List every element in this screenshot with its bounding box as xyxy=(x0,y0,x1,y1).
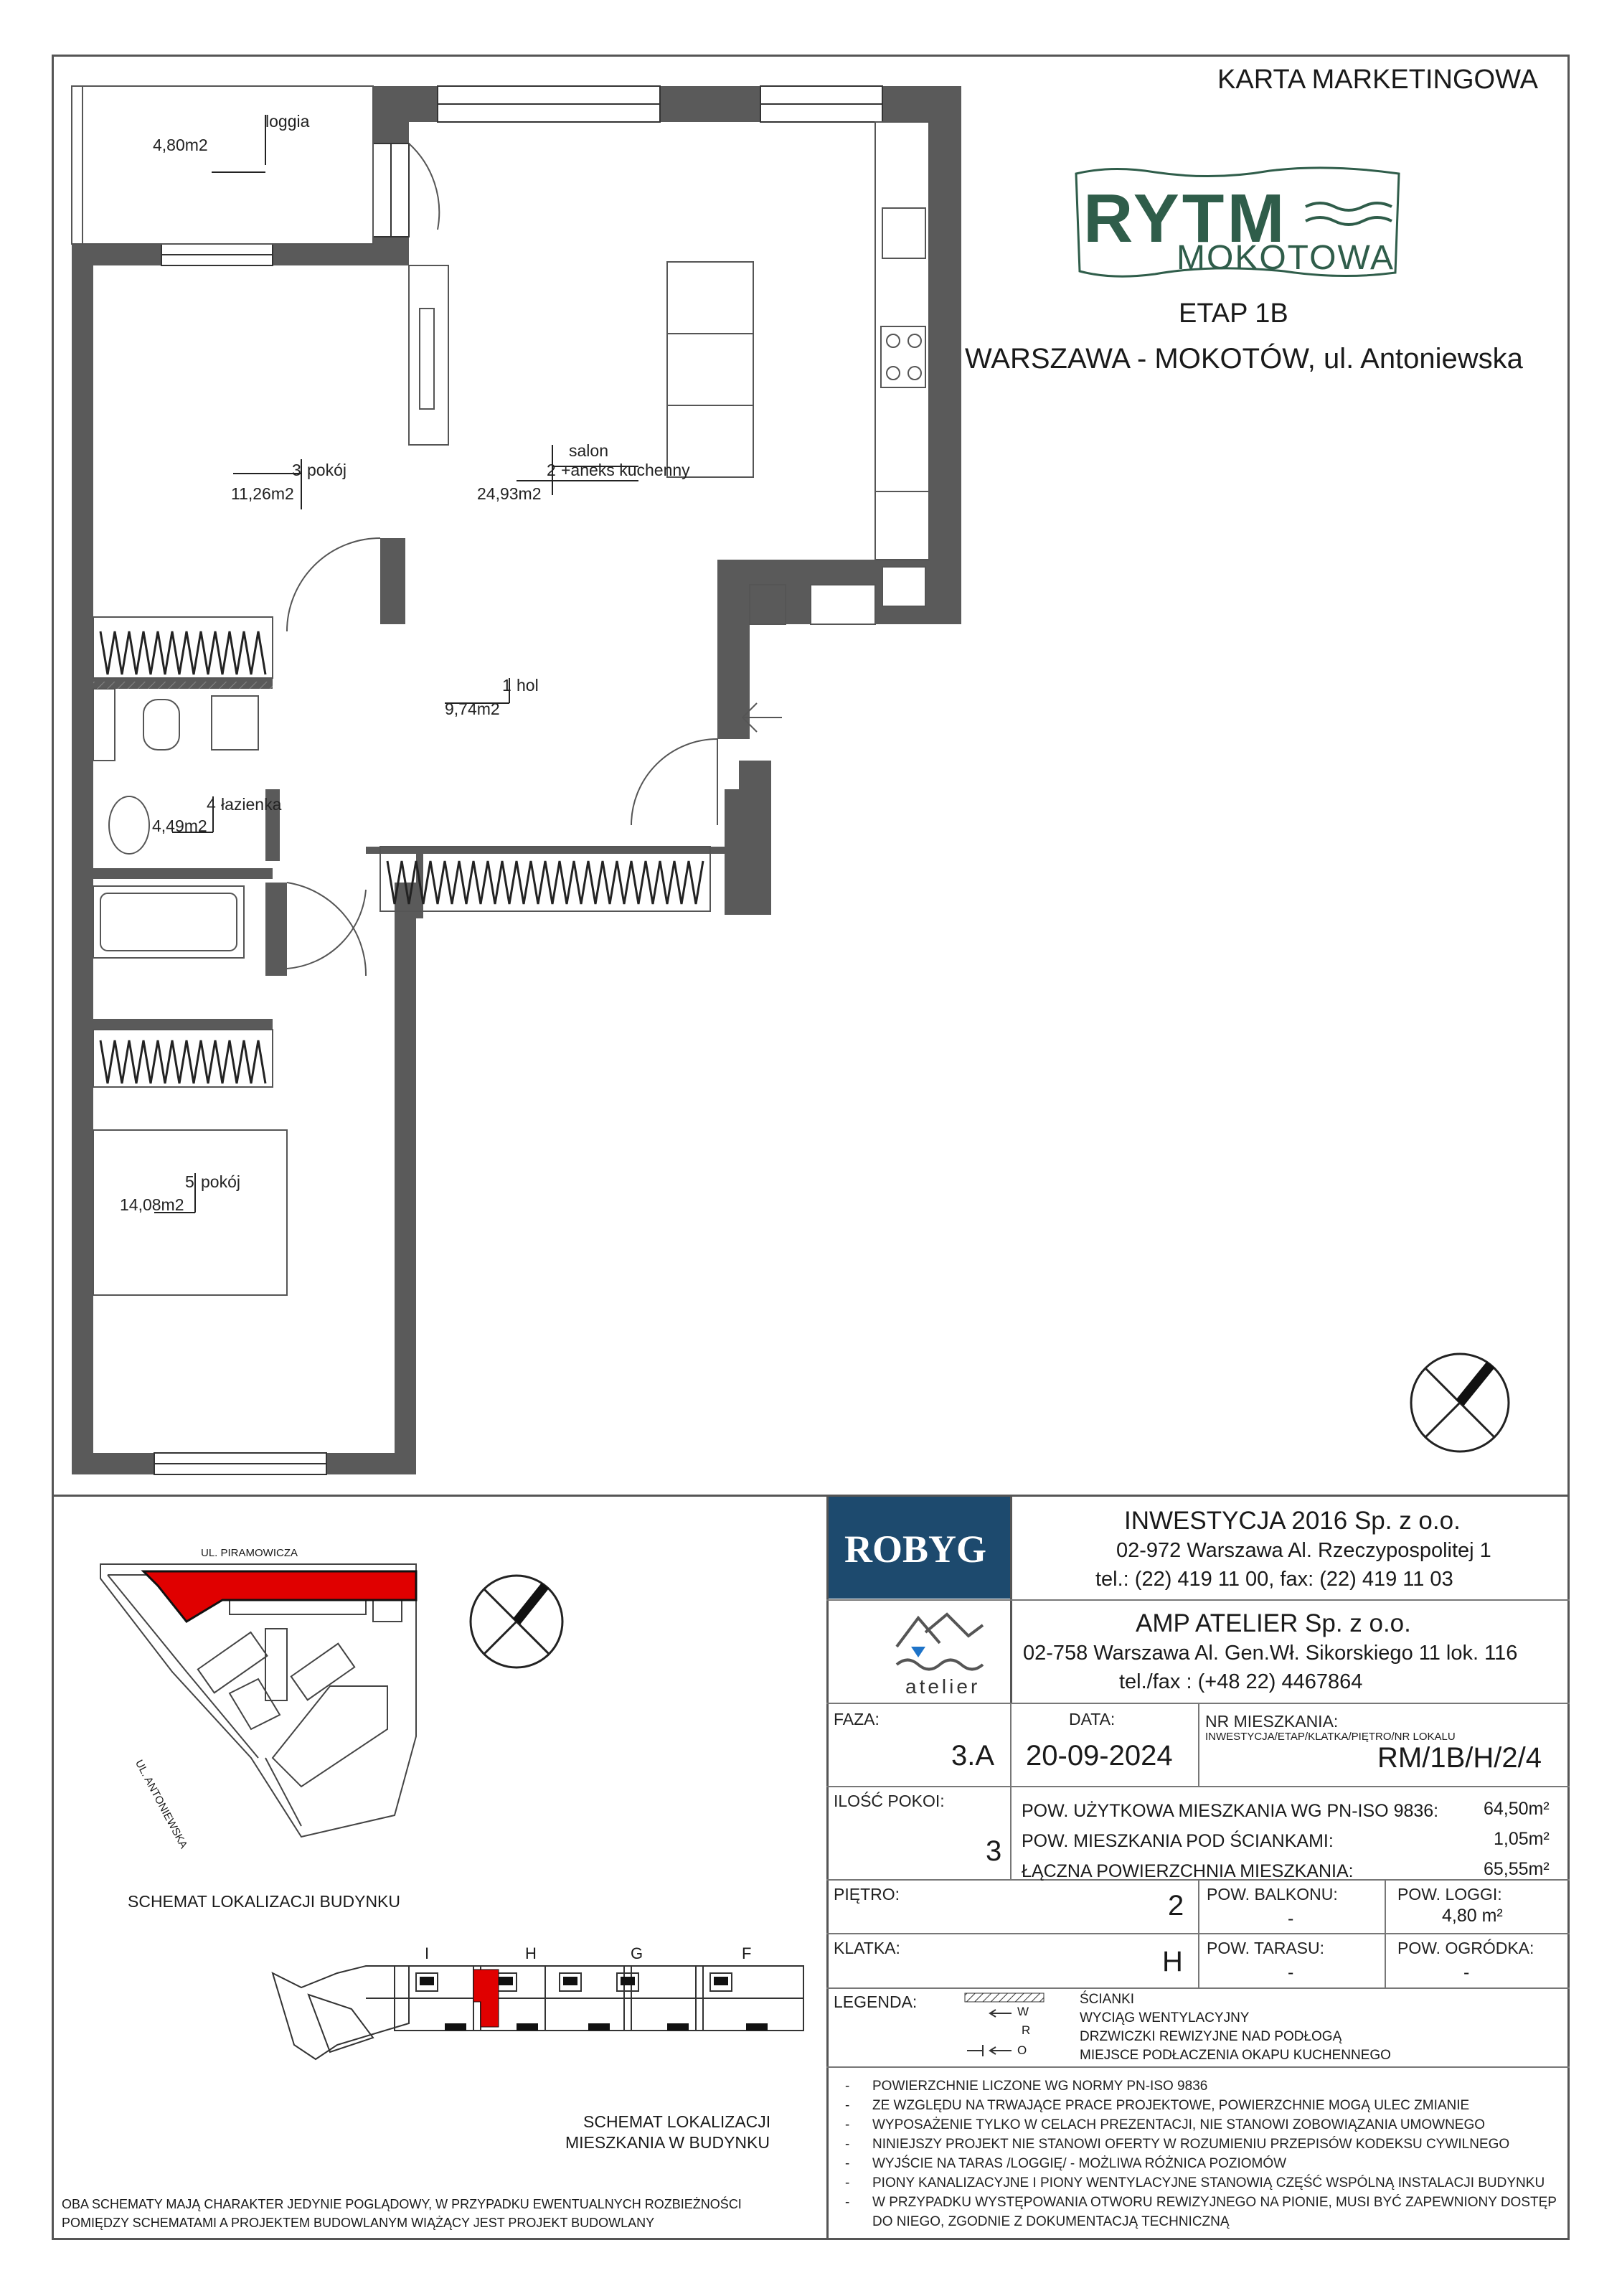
street-piramowicza: UL. PIRAMOWICZA xyxy=(201,1547,298,1559)
street-antoniewska: UL. ANTONIEWSKA xyxy=(132,1758,190,1851)
logo-divider xyxy=(1010,1495,1012,1703)
building-location-scheme xyxy=(86,1543,445,1858)
pow-scianki-value: 1,05m² xyxy=(1494,1829,1550,1849)
legend-symbol-r: R xyxy=(1022,2023,1031,2037)
stair-h: H xyxy=(525,1944,537,1962)
nr-sublabel: INWESTYCJA/ETAP/KLATKA/PIĘTRO/NR LOKALU xyxy=(1205,1731,1456,1743)
legend-item: MIEJSCE PODŁACZENIA OKAPU KUCHENNEGO xyxy=(1080,2048,1391,2063)
row-divider-1 xyxy=(826,1599,1570,1601)
nr-label: NR MIESZKANIA: xyxy=(1205,1712,1339,1731)
taras-value: - xyxy=(1288,1962,1294,1982)
pow-uzytkowa-value: 64,50m² xyxy=(1484,1799,1550,1819)
ogrodek-value: - xyxy=(1463,1962,1470,1982)
loggia-label: POW. LOGGI: xyxy=(1397,1885,1502,1904)
note-item: - WYPOSAŻENIE TYLKO W CELACH PREZENTACJI, NIE STANOWI ZOBOWIĄZANIA UMOWNEGO xyxy=(845,2117,1486,2132)
note-item: - ZE WZGLĘDU NA TRWAJĄCE PRACE PROJEKTOWE, POWIERZCHNIE MOGĄ ULEC ZMIANIE xyxy=(845,2098,1470,2113)
architect-name: AMP ATELIER Sp. z o.o. xyxy=(1136,1609,1411,1637)
klatka-value: H xyxy=(1162,1946,1183,1977)
pietro-value: 2 xyxy=(1168,1890,1184,1921)
pokoi-value: 3 xyxy=(986,1835,1002,1867)
disclaimer-line-2: POMIĘDZY SCHEMATAMI A PROJEKTEM BUDOWLANYM WIĄŻĄCY JEST PROJEKT BUDOWLANY xyxy=(62,2216,655,2230)
nr-value: RM/1B/H/2/4 xyxy=(1377,1742,1542,1774)
pokoi-label: ILOŚĆ POKOI: xyxy=(834,1792,945,1810)
faza-label: FAZA: xyxy=(834,1710,880,1728)
logo-word-mokotowa: MOKOTOWA xyxy=(1177,239,1395,277)
room-5-num: 5 xyxy=(185,1172,194,1191)
legend-item: ŚCIANKI xyxy=(1080,1992,1135,2007)
note-item: - W PRZYPADKU WYSTĘPOWANIA OTWORU REWIZYJNEGO NA PIONIE, MUSI BYĆ ZAPEWNIONY DOSTĘP xyxy=(845,2195,1557,2210)
room-1-name: hol xyxy=(517,676,539,695)
north-symbol-small-icon xyxy=(466,1571,567,1672)
notes-list xyxy=(845,2076,1562,2231)
info-divider xyxy=(826,1495,829,2240)
architect-address: 02-758 Warszawa Al. Gen.Wł. Sikorskiego 11 lok. 116 xyxy=(1023,1642,1518,1665)
north-symbol-icon xyxy=(1406,1349,1514,1457)
building-scheme-caption: SCHEMAT LOKALIZACJI BUDYNKU xyxy=(128,1892,401,1911)
stair-g: G xyxy=(631,1944,643,1962)
room-5-name: pokój xyxy=(201,1172,240,1191)
grid-v2 xyxy=(1198,1703,1199,1786)
pow-laczna-value: 65,55m² xyxy=(1484,1859,1550,1879)
room-2-num: 2 xyxy=(547,461,556,479)
architect-phone: tel./fax : (+48 22) 4467864 xyxy=(1119,1670,1363,1693)
note-item: DO NIEGO, ZGODNIE Z DOKUMENTACJĄ TECHNICZNĄ xyxy=(872,2214,1230,2229)
investor-address: 02-972 Warszawa Al. Rzeczypospolitej 1 xyxy=(1116,1539,1491,1562)
flat-scheme-caption-2: MIESZKANIA W BUDYNKU xyxy=(565,2133,770,2152)
room-3-name: pokój xyxy=(307,461,346,479)
grid-h3 xyxy=(826,1933,1570,1934)
pow-laczna-label: ŁĄCZNA POWIERZCHNIA MIESZKANIA: xyxy=(1022,1861,1354,1881)
investor-phone: tel.: (22) 419 11 00, fax: (22) 419 11 03 xyxy=(1095,1568,1453,1591)
investor-name: INWESTYCJA 2016 Sp. z o.o. xyxy=(1124,1507,1461,1535)
stage: ETAP 1B xyxy=(1179,298,1288,329)
room-4-area: 4,49m2 xyxy=(152,817,207,835)
room-2-area: 24,93m2 xyxy=(477,484,542,503)
faza-value: 3.A xyxy=(951,1740,995,1772)
stair-f: F xyxy=(742,1944,752,1962)
legend-item: DRZWICZKI REWIZYJNE NAD PODŁOGĄ xyxy=(1080,2029,1342,2044)
legend-title: LEGENDA: xyxy=(834,1992,918,2011)
ogrodek-label: POW. OGRÓDKA: xyxy=(1397,1939,1534,1957)
location: WARSZAWA - MOKOTÓW, ul. Antoniewska xyxy=(965,343,1523,375)
atelier-logo: atelier xyxy=(882,1604,997,1700)
note-item: - POWIERZCHNIE LICZONE WG NORMY PN-ISO 9836 xyxy=(845,2079,1208,2094)
data-value: 20-09-2024 xyxy=(1026,1740,1173,1772)
room-3-num: 3 xyxy=(292,461,301,479)
taras-label: POW. TARASU: xyxy=(1207,1939,1325,1957)
floor-plan xyxy=(65,72,968,1478)
loggia-area: 4,80m2 xyxy=(153,136,208,154)
room-4-num: 4 xyxy=(207,795,216,814)
grid-h1 xyxy=(826,1786,1570,1787)
loggia-name: loggia xyxy=(265,112,310,131)
data-label: DATA: xyxy=(1069,1710,1116,1728)
room-2-name2: +aneks kuchenny xyxy=(561,461,690,479)
room-1-num: 1 xyxy=(502,676,511,695)
note-item: - WYJŚCIE NA TARAS /LOGGIĘ/ - MOŻLIWA RÓŻNICA POZIOMÓW xyxy=(845,2156,1287,2171)
balkon-label: POW. BALKONU: xyxy=(1207,1885,1338,1904)
logo-word-rytm: RYTM xyxy=(1083,180,1288,257)
flat-scheme-caption-1: SCHEMAT LOKALIZACJI xyxy=(583,2112,771,2131)
grid-v1 xyxy=(1010,1703,1012,1786)
flat-location-scheme xyxy=(265,1944,811,2066)
legend-symbol-o: O xyxy=(1017,2043,1027,2057)
grid-v3 xyxy=(1010,1786,1012,1879)
disclaimer-line-1: OBA SCHEMATY MAJĄ CHARAKTER JEDYNIE POGLĄDOWY, W PRZYPADKU EWENTUALNYCH ROZBIEŻNOŚCI xyxy=(62,2197,742,2211)
balkon-value: - xyxy=(1288,1909,1294,1929)
section-divider xyxy=(52,1495,1570,1497)
room-3-area: 11,26m2 xyxy=(231,484,294,503)
grid-h5 xyxy=(826,2066,1570,2068)
pietro-label: PIĘTRO: xyxy=(834,1885,900,1904)
stair-i: I xyxy=(425,1944,430,1962)
room-1-area: 9,74m2 xyxy=(445,700,500,718)
pow-scianki-label: POW. MIESZKANIA POD ŚCIANKAMI: xyxy=(1022,1831,1334,1851)
note-item: - NINIEJSZY PROJEKT NIE STANOWI OFERTY W ROZUMIENIU PRZEPISÓW KODEKSU CYWILNEGO xyxy=(845,2137,1510,2152)
room-2-name: salon xyxy=(569,441,608,460)
legend-item: WYCIĄG WENTYLACYJNY xyxy=(1080,2010,1250,2026)
rytm-logo xyxy=(1069,165,1406,280)
legend-symbol-w: W xyxy=(1017,2005,1029,2018)
legend-symbols xyxy=(961,1990,1055,2062)
robyg-logo: ROBYG xyxy=(829,1497,1010,1599)
note-item: - PIONY KANALIZACYJNE I PIONY WENTYLACYJNE STANOWIĄ CZĘŚĆ WSPÓLNĄ INSTALACJI BUDYNKU xyxy=(845,2175,1545,2191)
room-4-name: łazienka xyxy=(221,795,282,814)
loggia-value: 4,80 m² xyxy=(1442,1906,1503,1926)
pow-uzytkowa-label: POW. UŻYTKOWA MIESZKANIA WG PN-ISO 9836: xyxy=(1022,1801,1439,1821)
room-5-area: 14,08m2 xyxy=(120,1195,184,1214)
grid-h4 xyxy=(826,1987,1570,1989)
klatka-label: KLATKA: xyxy=(834,1939,900,1957)
doc-type: KARTA MARKETINGOWA xyxy=(1217,65,1538,95)
